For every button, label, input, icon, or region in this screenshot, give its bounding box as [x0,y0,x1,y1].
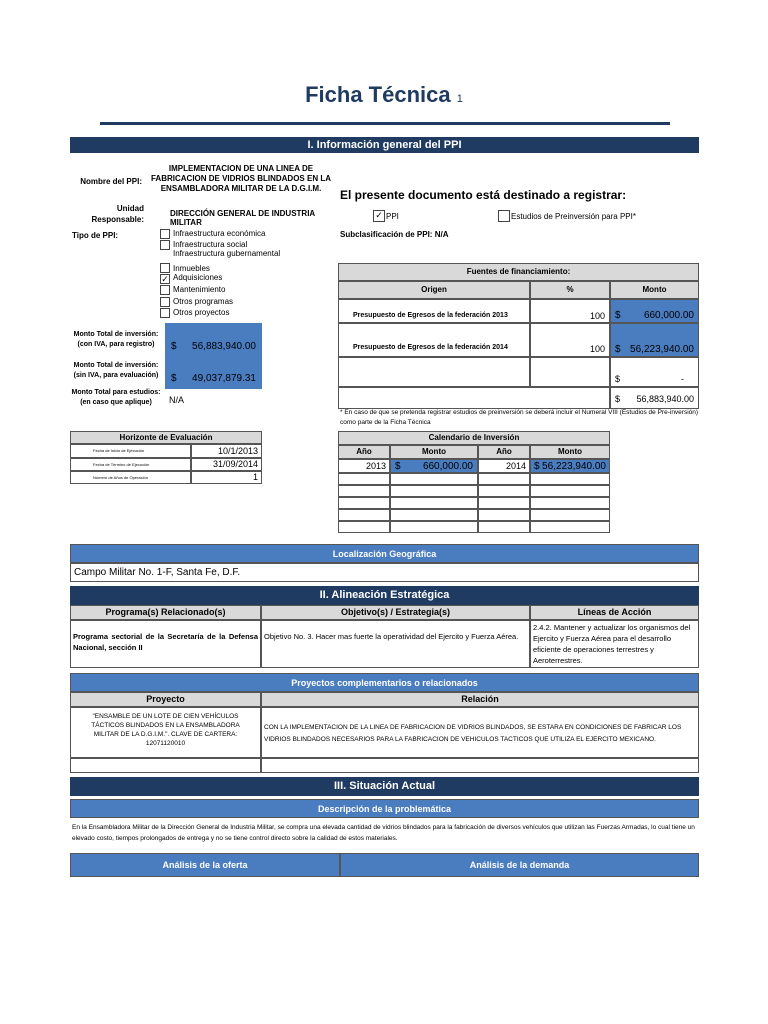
title-footnote-number: 1 [456,93,463,105]
checkmark-icon: ✓ [161,274,169,284]
ppi-label: PPI [386,212,399,221]
tipo-option-label: Infraestructura social [173,240,248,249]
col-lineas: Líneas de Acción [530,605,699,620]
table-row [261,758,699,773]
fuentes-col-origen: Origen [338,281,530,299]
calendario-header: Calendario de Inversión [338,431,610,445]
proyecto-cell: "ENSAMBLE DE UN LOTE DE CIEN VEHÍCULOS TÁCTICOS BLINDADOS EN LA ENSAMBLADORA MILITAR DE LA D.G.I.M.". CLAVE DE CARTERA: 12071120010 [70,707,261,758]
analisis-oferta-header: Análisis de la oferta [70,853,340,877]
tipo-option-label: Infraestructura económica [173,229,266,238]
col-objetivo: Objetivo(s) / Estrategia(s) [261,605,530,620]
checkbox-estudios[interactable] [498,210,510,222]
section-1-header: I. Información general del PPI [70,137,699,153]
table-row [70,758,261,773]
relacion-cell: CON LA IMPLEMENTACION DE LA LINEA DE FABRICACION DE VIDRIOS BLINDADOS, SE ESTARA EN CONDICIONES DE FABRICAR LOS VIDRIOS BLINDADOS NECESARIOS PARA LA FABRICACION DE VEHICULOS TACTICOS QUE UTILIZA EL EJERCITO MEXICANO. [261,707,699,758]
monto-iva-box: $ 56,883,940.00 [165,323,262,357]
monto-estudios-label: Monto Total para estudios: (en caso que aplique) [71,389,161,406]
tipo-option-label: Otros programas [173,297,234,306]
checkbox-infra-economica[interactable] [160,229,170,239]
checkbox-otros-proyectos[interactable] [160,308,170,318]
problematica-text: En la Ensambladora Militar de la Dirección General de Industria Militar, se compra una elevada cantidad de vidrios blindados para la fabricación de diversos vehículos que utilizan las Fuerzas Armadas, lo cual tiene un elevado costo, tiempos prolongados de entrega y no se tiene control directo sobre la calidad de estos materiales. [72,824,695,842]
title-text: Ficha Técnica [305,82,451,107]
table-row [338,509,390,521]
col-programa: Programa(s) Relacionado(s) [70,605,261,620]
checkbox-adquisiciones[interactable] [160,274,170,284]
tipo-option-label: Otros proyectos [173,308,230,317]
monto-siniva-box: $ 49,037,879.31 [165,357,262,389]
horizonte-header: Horizonte de Evaluación [70,431,262,444]
tipo-option-label: Infraestructura gubernamental [173,249,281,258]
checkbox-inmuebles[interactable] [160,263,170,273]
monto-iva-value: 56,883,940.00 [192,341,256,352]
checkmark-icon: ✓ [375,210,383,220]
monto-siniva-value: 49,037,879.31 [192,373,256,384]
col-proyecto: Proyecto [70,692,261,707]
fuentes-footnote: * En caso de que se pretenda registrar estudios de preinversión se deberá incluir el Numeral VIII (Estudios de Pre-inversión) como parte de la Ficha Técnica [340,409,699,426]
section-3-header: III. Situación Actual [70,777,699,796]
table-row: Fecha de Inicio de Ejecución [70,444,191,458]
checkbox-infra-social[interactable] [160,240,170,250]
tipo-option-label: Mantenimiento [173,285,226,294]
title-underline [100,122,670,125]
monto-siniva-label: Monto Total de inversión: (sin IVA, para evaluación) [73,362,159,379]
proyectos-header: Proyectos complementarios o relacionados [70,673,699,692]
table-row: Presupuesto de Egresos de la federación 2014 [338,323,530,357]
localizacion-value: Campo Militar No. 1-F, Santa Fe, D.F. [70,563,699,582]
tipo-option-label: Inmuebles [173,264,210,273]
analisis-demanda-header: Análisis de la demanda [340,853,699,877]
page-title [0,82,768,108]
fuentes-total: 56,883,940.00 [636,394,694,404]
localizacion-header: Localización Geográfica [70,544,699,563]
programa-cell: Programa sectorial de la Secretaría de la Defensa Nacional, sección II [70,620,261,668]
fuentes-table: Fuentes de financiamiento: Origen % Monto Presupuesto de Egresos de la federación 2013 100 $ 660,000.00 Presupuesto de Egresos de la federación 2014 100 $ 56,223,940.00 $ - $ 56,883,940.00 [338,263,699,410]
tipo-label: Tipo de PPI: [72,231,119,240]
problematica-header: Descripción de la problemática [70,799,699,818]
monto-estudios-value: N/A [169,395,185,405]
monto-iva-label: Monto Total de inversión: (con IVA, para registro) [73,331,159,348]
table-row [338,473,390,485]
tipo-option-label: Adquisiciones [173,273,223,282]
unidad-label: Unidad Responsable: [91,204,144,224]
lineas-cell: 2.4.2. Mantener y actualizar los organismos del Ejercito y Fuerza Aérea para el desarrollo eficiente de operaciones terrestres y Aeroterrestres. [530,620,699,668]
table-row: Presupuesto de Egresos de la federación 2013 [338,299,530,323]
table-row [338,357,530,387]
checkbox-mantenimiento[interactable] [160,285,170,295]
estudios-label: Estudios de Preinversión para PPI* [511,212,636,221]
subclasificacion: Subclasificación de PPI: N/A [340,230,449,239]
checkbox-ppi[interactable] [373,210,385,222]
col-relacion: Relación [261,692,699,707]
nombre-label: Nombre del PPI: [80,177,142,186]
nombre-value: IMPLEMENTACION DE UNA LINEA DE FABRICACION DE VIDRIOS BLINDADOS EN LA ENSAMBLADORA MILITAR DE LA D.G.I.M. [150,164,331,193]
section-2-header: II. Alineación Estratégica [70,586,699,605]
fuentes-col-pct: % [530,281,610,299]
fuentes-col-monto: Monto [610,281,699,299]
fuentes-total-row [338,387,610,409]
unidad-value: DIRECCIÓN GENERAL DE INDUSTRIA MILITAR [170,209,315,227]
registrar-title: El presente documento está destinado a registrar: [340,188,627,202]
table-row: 2013 [338,459,390,473]
objetivo-cell: Objetivo No. 3. Hacer mas fuerte la operatividad del Ejercito y Fuerza Aérea. [261,620,530,668]
table-row: Número de Años de Operación [70,471,191,484]
table-row: Fecha de Término de Ejecución [70,458,191,471]
fuentes-header: Fuentes de financiamiento: [338,263,699,281]
table-row [338,497,390,509]
table-row [338,485,390,497]
table-row [338,521,390,533]
checkbox-otros-programas[interactable] [160,297,170,307]
